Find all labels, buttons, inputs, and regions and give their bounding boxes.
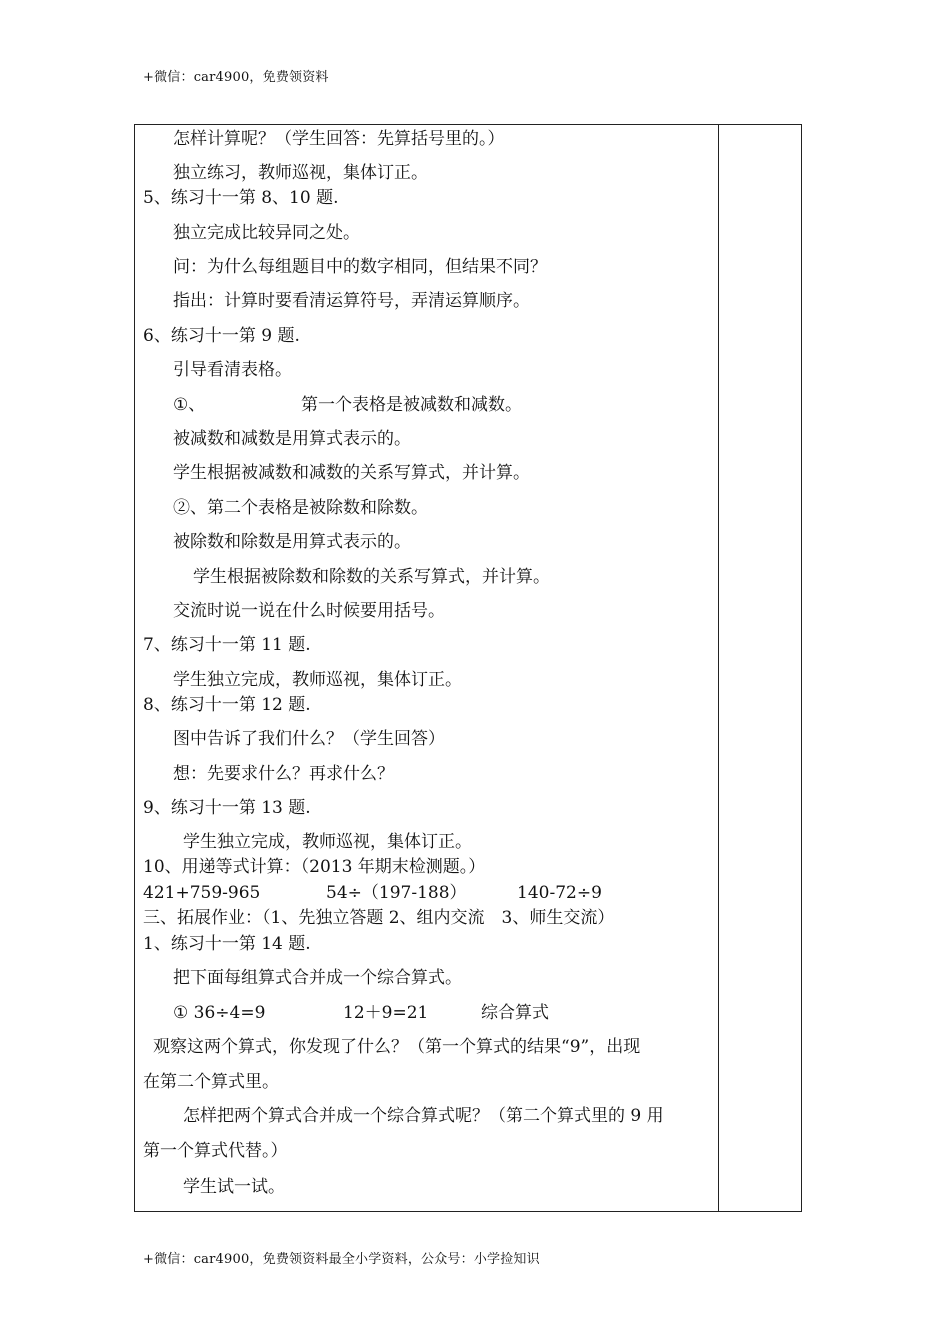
section-heading: 7、练习十一第 11 题. [143, 635, 311, 655]
text-line: 被减数和减数是用算式表示的。 [173, 429, 411, 449]
text-line: 交流时说一说在什么时候要用括号。 [173, 601, 445, 621]
text-line: 学生根据被除数和除数的关系写算式，并计算。 [193, 567, 550, 587]
text-line: 问：为什么每组题目中的数字相同，但结果不同？ [173, 257, 547, 277]
text-line: 第一个算式代替。） [143, 1141, 288, 1161]
notes-column [719, 125, 801, 1211]
section-heading: 6、练习十一第 9 题. [143, 326, 300, 346]
text-line: 学生试一试。 [183, 1177, 285, 1197]
text-line: 学生独立完成，教师巡视，集体订正。 [183, 832, 472, 852]
list-marker: ①、 [173, 395, 206, 415]
text-line: 观察这两个算式，你发现了什么？（第一个算式的结果“9”，出现 [153, 1037, 641, 1057]
text-line: 怎样计算呢？（学生回答：先算括号里的。） [173, 129, 505, 149]
lesson-plan-table [134, 124, 802, 1212]
expression-2: 54÷（197-188） [326, 883, 467, 903]
text-line: 引导看清表格。 [173, 360, 292, 380]
text-line: 学生根据被减数和减数的关系写算式，并计算。 [173, 463, 530, 483]
section-heading: 三、拓展作业：（1、先独立答题 2、组内交流 3、师生交流） [143, 908, 615, 928]
text-line: 在第二个算式里。 [143, 1072, 279, 1092]
equation-2: 12＋9=21 [343, 1003, 429, 1023]
text-line: 图中告诉了我们什么？（学生回答） [173, 729, 445, 749]
section-heading: 9、练习十一第 13 题. [143, 798, 311, 818]
equation-1: ① 36÷4=9 [173, 1003, 266, 1023]
section-heading: 1、练习十一第 14 题. [143, 934, 311, 954]
section-heading: 5、练习十一第 8、10 题. [143, 188, 339, 208]
combined-label: 综合算式 [481, 1003, 549, 1023]
text-line: ②、第二个表格是被除数和除数。 [173, 498, 428, 518]
text-line: 把下面每组算式合并成一个综合算式。 [173, 968, 462, 988]
text-line: 独立完成比较异同之处。 [173, 223, 360, 243]
expression-1: 421+759-965 [143, 883, 261, 903]
text-line: 独立练习，教师巡视，集体订正。 [173, 163, 428, 183]
footer-note: +微信：car4900，免费领资料最全小学资料，公众号：小学捡知识 [143, 1252, 540, 1267]
text-line: 被除数和除数是用算式表示的。 [173, 532, 411, 552]
section-heading: 10、用递等式计算：（2013 年期末检测题。） [143, 857, 486, 877]
text-line: 想：先要求什么？再求什么？ [173, 764, 394, 784]
text-line: 怎样把两个算式合并成一个综合算式呢？（第二个算式里的 9 用 [183, 1106, 664, 1126]
header-note: +微信：car4900，免费领资料 [143, 70, 329, 85]
text-line: 学生独立完成，教师巡视，集体订正。 [173, 670, 462, 690]
text-line: 第一个表格是被减数和减数。 [301, 395, 522, 415]
expression-3: 140-72÷9 [517, 883, 602, 903]
text-line: 指出：计算时要看清运算符号，弄清运算顺序。 [173, 291, 530, 311]
section-heading: 8、练习十一第 12 题. [143, 695, 311, 715]
